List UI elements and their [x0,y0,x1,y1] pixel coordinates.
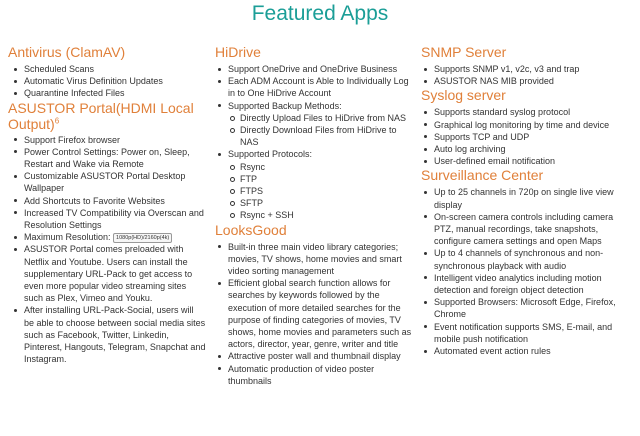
list-item: Scheduled Scans [8,63,206,75]
list-item: ASUSTOR NAS MIB provided [421,75,633,87]
protocols-label: Supported Protocols: [228,149,313,160]
max-resolution-label: Maximum Resolution: [24,232,111,243]
resolution-badge: 1080p(HD)/2160p(4k) [113,233,172,243]
section-title-surveillance-center: Surveillance Center [421,167,544,184]
syslog-feature-list [421,106,633,167]
list-item: Up to 25 channels in 720p on single live view display [421,186,633,210]
protocols-list [228,161,415,222]
list-item: Quarantine Infected Files [8,87,206,99]
section-title-syslog-server: Syslog server [421,87,506,104]
section-title-hidrive: HiDrive [215,44,261,60]
list-item-max-resolution [8,231,206,243]
backup-methods-label: Supported Backup Methods: [228,100,342,111]
section-title-looksgood: LooksGood [215,221,287,238]
list-item: Supports standard syslog protocol [421,106,633,118]
list-item: User-defined email notification [421,155,633,167]
list-item: Customizable ASUSTOR Portal Desktop Wallpaper [8,170,206,194]
sub-list-item: FTP [228,173,415,185]
list-item: Event notification supports SMS, E-mail, and mobile push notification [421,321,633,345]
list-item: Built-in three main video library categories; movies, TV shows, home movies and smart video sorting management [215,241,415,278]
list-item-protocols [215,148,415,221]
column-2 [215,44,415,387]
sub-list-item: SFTP [228,197,415,209]
section-title-snmp-server: SNMP Server [421,44,507,60]
page-title: Featured Apps [251,2,389,25]
list-item: Increased TV Compatibility via Overscan and Resolution Settings [8,207,206,231]
looksgood-feature-list [215,241,415,387]
antivirus-feature-list [8,63,206,100]
list-item: Support OneDrive and OneDrive Business [215,63,415,75]
list-item: Graphical log monitoring by time and device [421,119,633,131]
list-item: Attractive poster wall and thumbnail display [215,350,415,362]
list-item: Up to 4 channels of synchronous and non-synchronous playback with audio [421,247,633,271]
sub-list-item: FTPS [228,185,415,197]
column-3 [421,44,633,357]
list-item: After installing URL-Pack-Social, users will be able to choose between social media sites such as Facebook, Twitter, Linkedin, Pinterest, Hangouts, Telegram, Snapchat and Instagram. [8,304,206,365]
list-item: Supports TCP and UDP [421,131,633,143]
section-title-asustor-portal [8,100,206,132]
list-item: ASUSTOR Portal comes preloaded with Netflix and Youtube. Users can install the supplementary URL-Pack to get access to even more popular video streaming sites such as Plex, Vimeo and Youku. [8,243,206,304]
list-item: Efficient global search function allows for searches by keywords followed by the execution of more detailed searches for the purpose of finding categories of movies, TV shows, home movies and parameters such as actors, director, year, genre, writer and title [215,277,415,350]
list-item: Supports SNMP v1, v2c, v3 and trap [421,63,633,75]
list-item: Intelligent video analytics including motion detection and foreign object detection [421,272,633,296]
footnote-marker: 6 [54,115,60,125]
list-item: Automated event action rules [421,345,633,357]
snmp-feature-list [421,63,633,87]
column-1 [8,44,206,365]
list-item: On-screen camera controls including camera PTZ, manual recordings, take snapshots, configure camera settings and open Maps [421,211,633,248]
section-title-antivirus: Antivirus (ClamAV) [8,44,126,60]
section-title-text: ASUSTOR Portal(HDMI Local Output) [8,99,194,132]
list-item-backup-methods [215,100,415,149]
list-item: Supported Browsers: Microsoft Edge, Firefox, Chrome [421,296,633,320]
list-item: Automatic Virus Definition Updates [8,75,206,87]
list-item: Support Firefox browser [8,134,206,146]
list-item: Auto log archiving [421,143,633,155]
list-item: Automatic production of video poster thumbnails [215,363,415,387]
hidrive-feature-list [215,63,415,222]
sub-list-item: Directly Download Files from HiDrive to NAS [228,124,415,148]
list-item: Add Shortcuts to Favorite Websites [8,195,206,207]
list-item: Power Control Settings: Power on, Sleep, Restart and Wake via Remote [8,146,206,170]
surveillance-feature-list [421,186,633,357]
backup-methods-list [228,112,415,149]
sub-list-item: Directly Upload Files to HiDrive from NAS [228,112,415,124]
sub-list-item: Rsync [228,161,415,173]
sub-list-item: Rsync + SSH [228,209,415,221]
asustor-portal-feature-list [8,134,206,366]
list-item: Each ADM Account is Able to Individually Log in to One HiDrive Account [215,75,415,99]
